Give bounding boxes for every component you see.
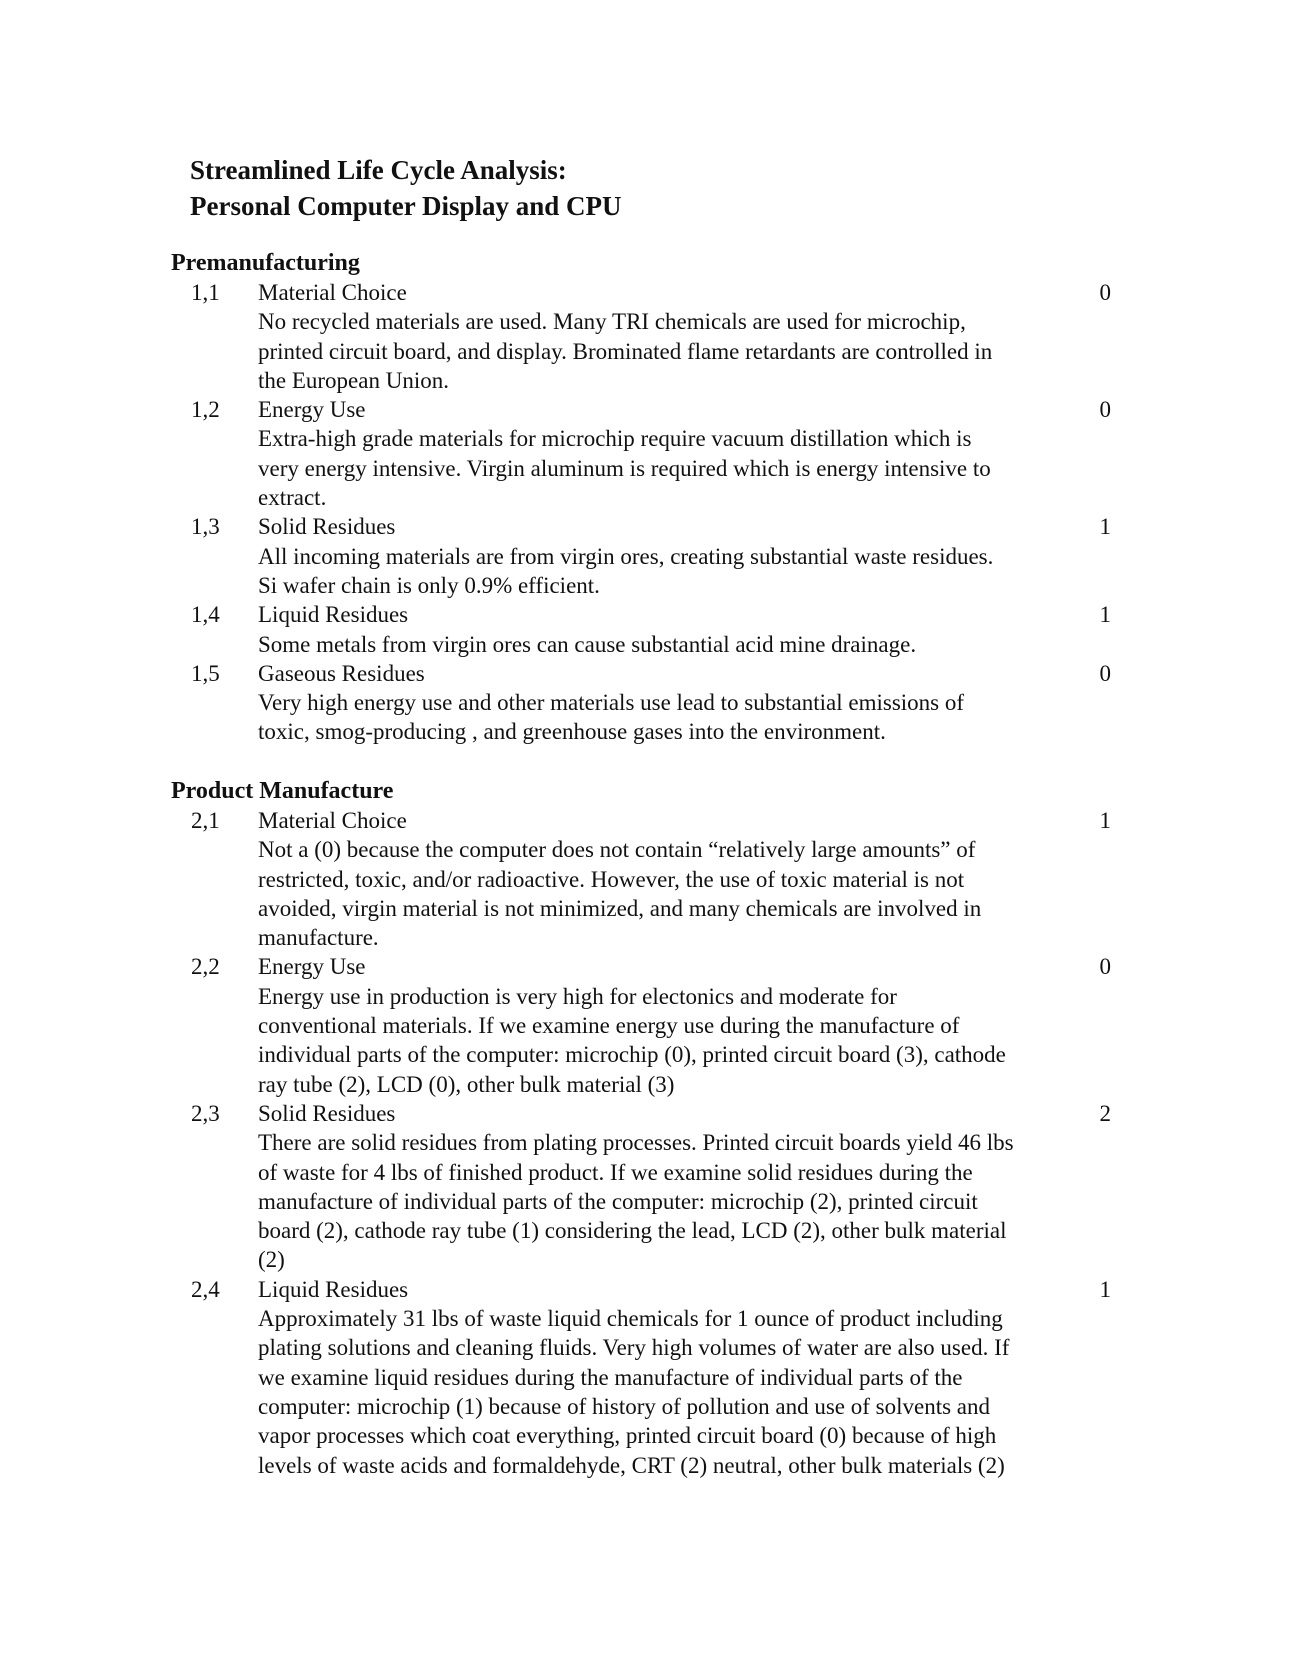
title-line-2: Personal Computer Display and CPU: [190, 191, 622, 221]
document-title: [190, 152, 622, 224]
list-item: [171, 1099, 1111, 1275]
item-heading: Material Choice: [258, 280, 407, 305]
list-item: [171, 395, 1111, 512]
item-score: 2: [1099, 1100, 1111, 1126]
item-heading: Solid Residues: [258, 514, 396, 540]
item-number: 2,4: [191, 1276, 220, 1302]
section-heading: Product Manufacture: [171, 778, 394, 804]
item-number: 2,3: [191, 1100, 220, 1126]
list-item: [171, 278, 1111, 395]
item-score: 1: [1099, 1276, 1111, 1302]
item-heading: Material Choice: [258, 808, 407, 833]
item-score: 1: [1099, 808, 1111, 833]
list-item: [171, 1275, 1111, 1480]
item-number: 1,3: [191, 514, 220, 540]
section-heading: Premanufacturing: [171, 250, 360, 276]
item-number: 1,1: [191, 280, 220, 305]
item-score: 0: [1099, 397, 1111, 423]
item-description: No recycled materials are used. Many TRI chemicals are used for microchip, printed circuit board, and display. Brominated flame retardants are controlled in the European Union.: [258, 309, 993, 393]
list-item: [171, 512, 1111, 600]
item-description: Not a (0) because the computer does not contain “relatively large amounts” of restricted, toxic, and/or radioactive. However, the use of toxic material is not avoided, virgin material is not minimized, and many chemicals are involved in manufacture.: [258, 837, 982, 951]
item-heading: Energy Use: [258, 397, 366, 423]
section-premanufacturing: [171, 248, 1111, 747]
item-description: Energy use in production is very high for electonics and moderate for conventional materials. If we examine energy use during the manufacture of individual parts of the computer: microchip (0), printed circuit board (3), cathode ray tube (2), LCD (0), other bulk material (3): [258, 983, 1006, 1097]
item-description: There are solid residues from plating processes. Printed circuit boards yield 46 lbs of waste for 4 lbs of finished product. If we examine solid residues during the manufacture of individual parts of the computer: microchip (2), printed circuit board (2), cathode ray tube (1) considering the lead, LCD (2), other bulk material (2): [258, 1130, 1014, 1273]
title-line-1: Streamlined Life Cycle Analysis:: [190, 155, 567, 185]
item-number: 2,2: [191, 954, 220, 980]
item-heading: Liquid Residues: [258, 1276, 409, 1302]
item-score: 0: [1099, 280, 1111, 305]
item-heading: Gaseous Residues: [258, 660, 425, 686]
item-description: Extra-high grade materials for microchip require vacuum distillation which is very energy intensive. Virgin aluminum is required which is energy intensive to extract.: [258, 426, 991, 511]
item-score: 0: [1099, 954, 1111, 980]
item-heading: Solid Residues: [258, 1100, 396, 1126]
section-product-manufacture: [171, 776, 1111, 1480]
item-score: 0: [1099, 660, 1111, 686]
item-heading: Liquid Residues: [258, 602, 409, 628]
item-score: 1: [1099, 514, 1111, 540]
item-description: Very high energy use and other materials use lead to substantial emissions of toxic, smog-producing , and greenhouse gases into the environment.: [258, 690, 965, 745]
item-heading: Energy Use: [258, 954, 366, 980]
list-item: [171, 806, 1111, 952]
item-description: Approximately 31 lbs of waste liquid chemicals for 1 ounce of product including plating solutions and cleaning fluids. Very high volumes of water are also used. If we examine liquid residues during the manufacture of individual parts of the computer: microchip (1) because of history of pollution and use of solvents and vapor processes which coat everything, printed circuit board (0) because of high levels of waste acids and formaldehyde, CRT (2) neutral, other bulk materials (2): [258, 1306, 1010, 1478]
item-number: 2,1: [191, 808, 220, 833]
list-item: [171, 952, 1111, 1098]
item-description: All incoming materials are from virgin ores, creating substantial waste residues. Si wafer chain is only 0.9% efficient.: [258, 543, 994, 598]
item-number: 1,4: [191, 602, 220, 628]
item-description: Some metals from virgin ores can cause substantial acid mine drainage.: [258, 631, 917, 657]
list-item: [171, 659, 1111, 747]
item-score: 1: [1099, 602, 1111, 628]
item-number: 1,2: [191, 397, 220, 423]
item-number: 1,5: [191, 660, 220, 686]
list-item: [171, 600, 1111, 659]
